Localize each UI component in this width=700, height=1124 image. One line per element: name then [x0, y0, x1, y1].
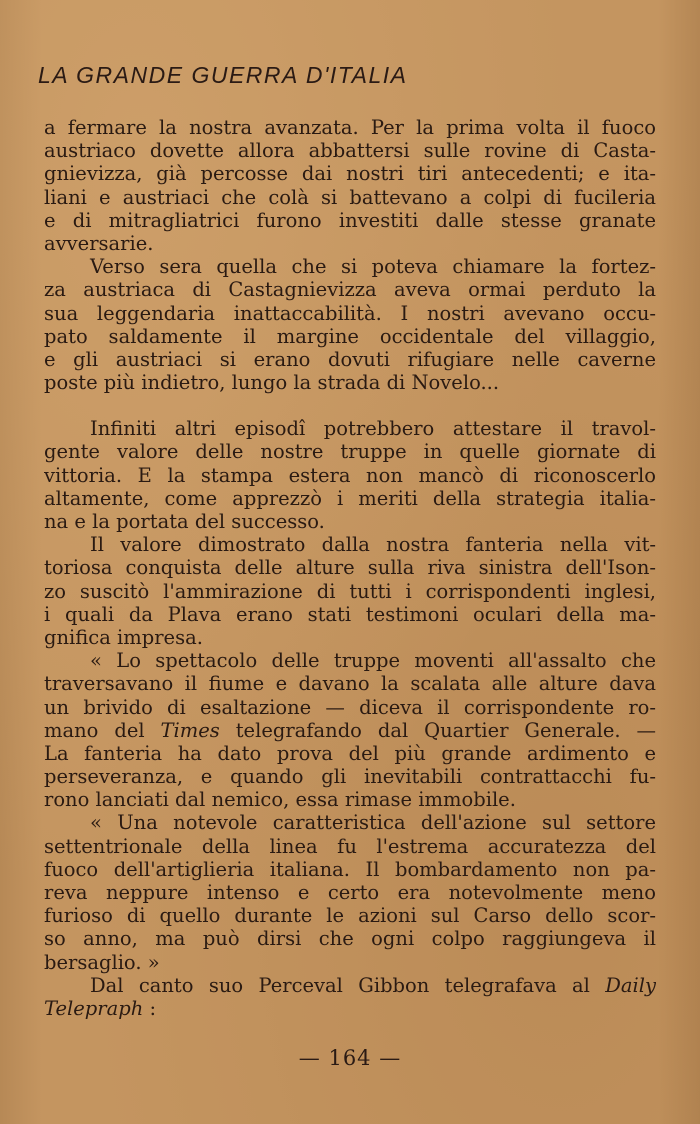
text-line: vittoria. E la stampa estera non mancò di riconoscerlo [44, 463, 656, 487]
text-line: e di mitragliatrici furono investiti dalle stesse granate [44, 208, 656, 232]
text-line: mano del Times telegrafando dal Quartier Generale. — [44, 718, 656, 742]
text-line: pato saldamente il margine occidentale del villaggio, [44, 324, 656, 348]
text-line: liani e austriaci che colà si battevano a colpi di fucileria [44, 185, 656, 209]
text-line: fuoco dell'artiglieria italiana. Il bombardamento non pa- [44, 857, 656, 881]
text-line: Verso sera quella che si poteva chiamare la fortez- [90, 255, 656, 279]
text-line: altamente, come apprezzò i meriti della strategia italia- [44, 486, 656, 510]
text-line: traversavano il fiume e davano la scalata alle alture dava [44, 672, 656, 696]
text-line: furioso di quello durante le azioni sul Carso dello scor- [44, 904, 656, 928]
text-line: « Una notevole caratteristica dell'azione sul settore [90, 811, 656, 835]
text-line: toriosa conquista delle alture sulla riva sinistra dell'Ison- [44, 556, 656, 580]
text-line: settentrionale della linea fu l'estrema accuratezza del [44, 834, 656, 858]
text-line: i quali da Plava erano stati testimoni oculari della ma- [44, 602, 656, 626]
text-line: na e la portata del successo. [44, 510, 325, 533]
text-line: zo suscitò l'ammirazione di tutti i corrispondenti inglesi, [44, 579, 656, 603]
text-line: gnievizza, già percosse dai nostri tiri antecedenti; e ita- [44, 162, 656, 186]
text-line: rono lanciati dal nemico, essa rimase immobile. [44, 788, 516, 812]
text-line: Dal canto suo Perceval Gibbon telegrafava al Daily [90, 973, 656, 997]
text-line: avversarie. [44, 231, 154, 255]
text-line: reva neppure intenso e certo era notevolmente meno [44, 881, 656, 904]
running-head: LA GRANDE GUERRA D'ITALIA [38, 62, 408, 88]
text-line: Telepraph : [44, 996, 157, 1020]
text-line: bersaglio. » [44, 950, 160, 974]
text-line: sua leggendaria inattaccabilità. I nostri avevano occu- [44, 301, 656, 325]
text-line: za austriaca di Castagnievizza aveva ormai perduto la [44, 278, 656, 302]
text-line: gente valore delle nostre truppe in quelle giornate di [44, 440, 656, 464]
text-line: e gli austriaci si erano dovuti rifugiare nelle caverne [44, 347, 656, 371]
text-line: poste più indietro, lungo la strada di Novelo... [44, 371, 500, 395]
text-line: un brivido di esaltazione — diceva il corrispondente ro- [44, 695, 656, 719]
text-line: gnifica impresa. [44, 625, 203, 649]
text-line: austriaco dovette allora abbattersi sulle rovine di Casta- [44, 139, 656, 163]
page-number: — 164 — [298, 1046, 402, 1070]
text-line: so anno, ma può dirsi che ogni colpo raggiungeva il [44, 927, 656, 951]
text-line: perseveranza, e quando gli inevitabili contrattacchi fu- [44, 765, 656, 789]
text-line: Infiniti altri episodî potrebbero attestare il travol- [90, 417, 656, 441]
body-text [44, 116, 656, 1020]
text-line: a fermare la nostra avanzata. Per la prima volta il fuoco [44, 116, 656, 139]
text-line: La fanteria ha dato prova del più grande ardimento e [44, 741, 656, 765]
text-line: Il valore dimostrato dalla nostra fanteria nella vit- [90, 533, 656, 557]
section-gap [44, 394, 656, 417]
text-line: « Lo spettacolo delle truppe moventi all'assalto che [90, 649, 656, 673]
